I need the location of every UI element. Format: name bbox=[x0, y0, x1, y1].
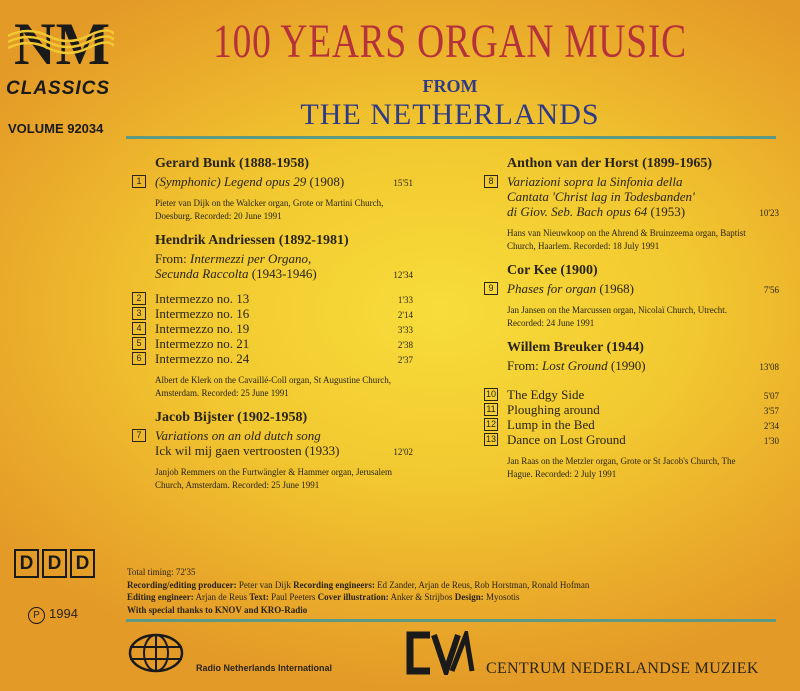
work-duration: 12'34 bbox=[393, 270, 413, 280]
track-row bbox=[136, 291, 413, 306]
performer-note: Jan Jansen on the Marcussen organ, Nicolaï Church, Utrecht. Recorded: 24 June 1991 bbox=[507, 305, 728, 328]
phonogram-icon: P bbox=[28, 607, 45, 624]
composer-block-kee bbox=[488, 263, 779, 330]
track-number: 7 bbox=[132, 429, 146, 442]
track-number: 9 bbox=[484, 282, 498, 295]
ddd-letter: D bbox=[14, 549, 39, 578]
work-title: Variazioni sopra la Sinfonia della bbox=[507, 174, 683, 189]
track-row bbox=[136, 321, 413, 336]
work-title-cont: Secunda Raccolta bbox=[155, 266, 249, 281]
track-row bbox=[136, 351, 413, 366]
work-year: (1990) bbox=[607, 358, 646, 373]
track-number: 5 bbox=[132, 337, 146, 350]
credits-line bbox=[127, 591, 787, 604]
phonogram-copyright bbox=[28, 606, 78, 624]
track-row bbox=[485, 417, 779, 432]
credit-value: Peter van Dijk bbox=[236, 579, 294, 590]
track-row bbox=[136, 306, 413, 321]
composer-block-andriessen bbox=[136, 233, 413, 400]
work-title: Variations on an old dutch song bbox=[155, 428, 321, 443]
track-title: The Edgy Side bbox=[507, 387, 585, 402]
special-thanks: With special thanks to KNOV and KRO-Radio bbox=[127, 604, 308, 615]
credit-value: Ed Zander, Arjan de Reus, Rob Horstman, Ronald Hofman bbox=[374, 579, 590, 590]
header-rule bbox=[126, 136, 776, 139]
credit-label: Design: bbox=[454, 592, 484, 602]
title-country: THE NETHERLANDS bbox=[300, 98, 600, 131]
work-header bbox=[155, 251, 413, 266]
work-title: (Symphonic) Legend opus 29 bbox=[155, 174, 307, 189]
track-duration: 1'30 bbox=[763, 436, 779, 446]
performer-note: Jan Raas on the Metzler organ, Grote or St Jacob's Church, The Hague. Recorded: 2 July 1991 bbox=[507, 456, 736, 479]
ddd-letter: D bbox=[70, 549, 95, 578]
work-year: (1943-1946) bbox=[248, 266, 317, 281]
work-title-line3 bbox=[507, 204, 779, 219]
track-row bbox=[136, 174, 413, 189]
work-title-cont: di Giov. Seb. Bach opus 64 bbox=[507, 204, 648, 219]
track-number: 2 bbox=[132, 292, 146, 305]
radio-netherlands-label: Radio Netherlands International bbox=[196, 663, 333, 673]
work-year: (1908) bbox=[306, 174, 345, 189]
total-timing: Total timing: 72'35 bbox=[127, 567, 196, 577]
credit-value: Anker & Strijbos bbox=[388, 592, 455, 602]
tracklist-right bbox=[485, 156, 779, 491]
work-header bbox=[507, 358, 779, 373]
work-title: Lost Ground bbox=[542, 358, 608, 373]
credit-label: Recording/editing producer: bbox=[127, 579, 237, 590]
composer-block-bunk bbox=[136, 156, 413, 223]
performer-note: Janjob Remmers on the Furtwängler & Hammer organ, Jerusalem Church, Amsterdam. Recorded: 25 June 1991 bbox=[155, 467, 393, 490]
composer-block-vanderhorst bbox=[488, 156, 779, 253]
work-title-line2 bbox=[155, 443, 413, 458]
classics-label: CLASSICS bbox=[6, 78, 111, 99]
track-duration: 3'57 bbox=[763, 406, 779, 416]
credits-line bbox=[127, 579, 787, 592]
credit-label: Text: bbox=[249, 592, 269, 602]
track-row bbox=[485, 432, 779, 447]
track-number: 1 bbox=[132, 175, 146, 188]
cnm-label: CENTRUM NEDERLANDSE MUZIEK bbox=[486, 660, 759, 677]
track-duration: 2'34 bbox=[763, 421, 779, 431]
track-number: 6 bbox=[132, 352, 146, 365]
track-title: Lump in the Bed bbox=[507, 417, 595, 432]
work-year: (1968) bbox=[596, 281, 634, 296]
performer-note: Pieter van Dijk on the Walcker organ, Grote or Martini Church, Doesburg. Recorded: 20 June 1991 bbox=[155, 198, 384, 221]
track-duration: 7'56 bbox=[763, 285, 779, 295]
logo-letters: NM bbox=[14, 11, 110, 76]
track-number: 11 bbox=[484, 403, 498, 416]
title-from: FROM bbox=[422, 76, 478, 96]
track-row bbox=[486, 402, 779, 417]
track-title: Intermezzo no. 21 bbox=[155, 336, 250, 351]
track-number: 4 bbox=[132, 322, 146, 335]
work-duration: 13'08 bbox=[759, 362, 779, 372]
volume-label: VOLUME 92034 bbox=[8, 121, 104, 136]
nm-classics-logo bbox=[8, 6, 114, 76]
credit-label: Editing engineer: bbox=[127, 592, 194, 602]
from-label: From: bbox=[155, 251, 191, 266]
track-duration: 5'07 bbox=[763, 391, 779, 401]
credit-value: Myosotis bbox=[483, 592, 520, 602]
composer-name: Jacob Bijster (1902-1958) bbox=[155, 410, 308, 425]
track-title: Dance on Lost Ground bbox=[507, 432, 626, 447]
composer-block-bijster bbox=[136, 410, 413, 492]
credits bbox=[127, 566, 787, 616]
performer-note: Hans van Nieuwkoop on the Ahrend & Bruinzeema organ, Baptist Church, Haarlem. Recorded: 18 July 1991 bbox=[507, 228, 746, 251]
track-duration: 15'51 bbox=[393, 178, 413, 188]
ddd-badge bbox=[14, 549, 95, 578]
track-duration: 2'37 bbox=[397, 355, 413, 365]
track-row bbox=[136, 336, 413, 351]
track-duration: 3'33 bbox=[397, 325, 413, 335]
performer-note: Albert de Klerk on the Cavaillé-Coll organ, St Augustine Church, Amsterdam. Recorded: 25 June 1991 bbox=[155, 375, 392, 398]
composer-name: Gerard Bunk (1888-1958) bbox=[155, 156, 309, 171]
cnm-logo-icon bbox=[406, 631, 476, 675]
composer-name: Willem Breuker (1944) bbox=[507, 340, 644, 355]
work-year: (1953) bbox=[647, 204, 686, 219]
credit-label: Recording engineers: bbox=[293, 579, 375, 590]
track-number: 10 bbox=[485, 389, 496, 399]
track-row bbox=[136, 428, 413, 443]
credit-label: Cover illustration: bbox=[317, 592, 389, 602]
track-duration: 2'38 bbox=[397, 340, 413, 350]
credit-value: Paul Peeters bbox=[268, 592, 318, 602]
track-duration: 10'23 bbox=[759, 208, 779, 218]
track-number: 3 bbox=[132, 307, 146, 320]
work-title: Phases for organ bbox=[507, 281, 597, 296]
work-subtitle: Ick wil mij gaen vertroosten (1933) bbox=[155, 443, 340, 458]
work-title-cont: Cantata 'Christ lag in Todesbanden' bbox=[507, 189, 695, 204]
composer-name: Anthon van der Horst (1899-1965) bbox=[507, 156, 713, 171]
work-title-line2 bbox=[507, 189, 779, 204]
credit-value: Arjan de Reus bbox=[193, 592, 250, 602]
composer-name: Hendrik Andriessen (1892-1981) bbox=[155, 233, 349, 248]
track-number: 13 bbox=[485, 434, 496, 444]
album-title: 100 YEARS ORGAN MUSIC bbox=[213, 15, 687, 68]
work-title: Intermezzi per Organo, bbox=[190, 251, 312, 266]
track-title: Intermezzo no. 19 bbox=[155, 321, 250, 336]
composer-name: Cor Kee (1900) bbox=[507, 263, 598, 278]
track-row bbox=[488, 174, 779, 189]
composer-block-breuker bbox=[485, 340, 779, 481]
ddd-letter: D bbox=[42, 549, 67, 578]
tracklist-left bbox=[136, 156, 413, 502]
track-number: 8 bbox=[484, 175, 498, 188]
footer-rule bbox=[126, 619, 776, 622]
track-duration: 1'33 bbox=[397, 295, 413, 305]
track-row bbox=[488, 281, 779, 296]
track-title: Ploughing around bbox=[507, 402, 600, 417]
copyright-year: 1994 bbox=[49, 606, 78, 621]
globe-logo-icon bbox=[128, 633, 188, 673]
track-row bbox=[485, 387, 779, 402]
from-label: From: bbox=[507, 358, 543, 373]
work-header-line2 bbox=[155, 266, 413, 281]
track-title: Intermezzo no. 13 bbox=[155, 291, 250, 306]
track-number: 12 bbox=[485, 419, 496, 429]
track-title: Intermezzo no. 16 bbox=[155, 306, 250, 321]
track-duration: 12'02 bbox=[393, 447, 413, 457]
track-duration: 2'14 bbox=[397, 310, 413, 320]
track-title: Intermezzo no. 24 bbox=[155, 351, 250, 366]
